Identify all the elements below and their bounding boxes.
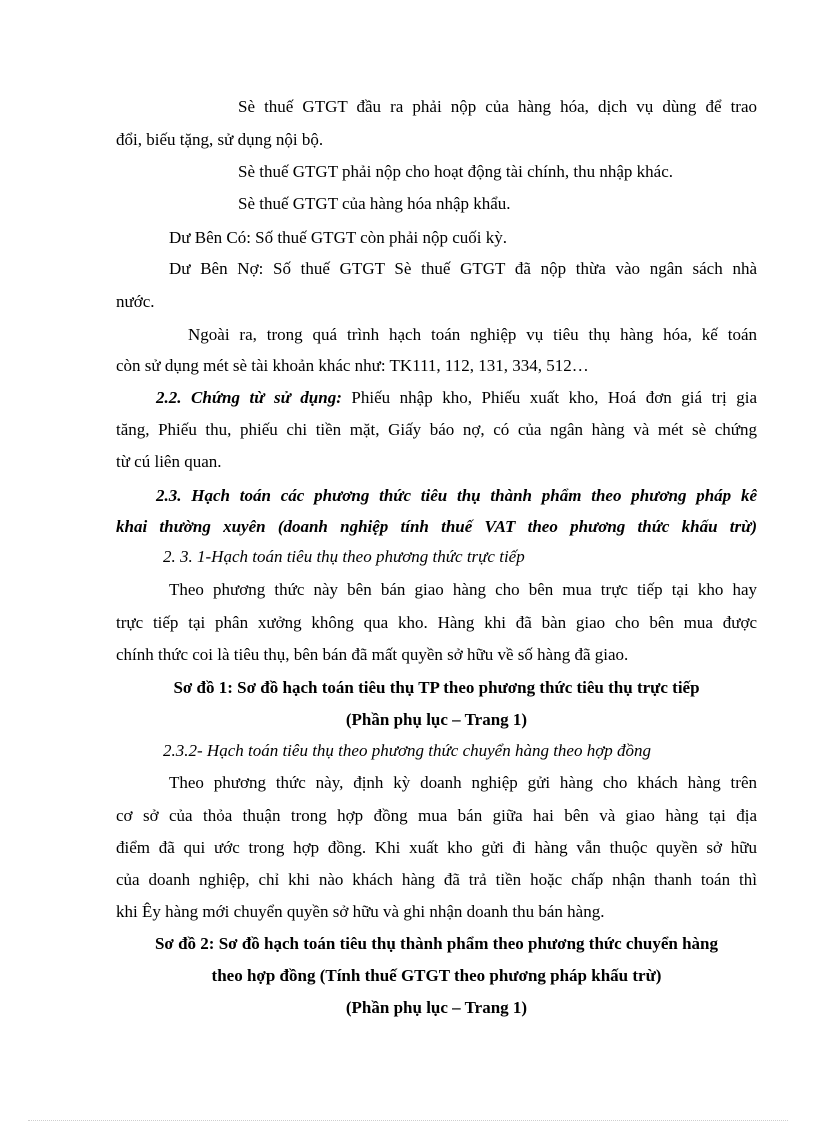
paragraph-line: còn sử dụng mét sè tài khoản khác như: TK111, 112, 131, 334, 512…	[116, 356, 589, 375]
section-heading: khai thường xuyên (doanh nghiệp tính thuế VAT theo phương thức khấu trừ)	[116, 517, 757, 536]
paragraph-line: Sè thuế GTGT đầu ra phải nộp của hàng hóa, dịch vụ dùng để trao	[238, 97, 757, 116]
paragraph-line: từ cú liên quan.	[116, 452, 222, 471]
diagram-caption: Sơ đồ 1: Sơ đồ hạch toán tiêu thụ TP theo phương thức tiêu thụ trực tiếp	[173, 678, 700, 697]
diagram-caption: theo hợp đồng (Tính thuế GTGT theo phương pháp khấu trừ)	[211, 966, 662, 985]
paragraph-line: Ngoài ra, trong quá trình hạch toán nghiệp vụ tiêu thụ hàng hóa, kế toán	[188, 325, 757, 344]
paragraph-line: Dư Bên Nợ: Số thuế GTGT Sè thuế GTGT đã nộp thừa vào ngân sách nhà	[169, 259, 757, 278]
paragraph-line: Dư Bên Có: Số thuế GTGT còn phải nộp cuối kỳ.	[169, 228, 508, 247]
paragraph-line: điểm đã qui ước trong hợp đồng. Khi xuất kho gửi đi hàng vẫn thuộc quyền sở hữu	[116, 838, 757, 857]
section-text: Phiếu nhập kho, Phiếu xuất kho, Hoá đơn giá trị gia	[341, 388, 758, 407]
paragraph-line: nước.	[116, 292, 155, 311]
paragraph-line: chính thức coi là tiêu thụ, bên bán đã mất quyền sở hữu về số hàng đã giao.	[116, 645, 629, 664]
paragraph-line: tăng, Phiếu thu, phiếu chi tiền mặt, Giấy báo nợ, có của ngân hàng và mét sè chứng	[116, 420, 757, 439]
section-2-2-line	[156, 388, 757, 408]
page-footer-rule	[28, 1120, 788, 1121]
diagram-caption: (Phần phụ lục – Trang 1)	[345, 710, 528, 729]
section-heading: 2.2. Chứng từ sử dụng:	[156, 388, 342, 407]
paragraph-line: khi Êy hàng mới chuyển quyền sở hữu và ghi nhận doanh thu bán hàng.	[116, 902, 605, 921]
paragraph-line: trực tiếp tại phân xưởng không qua kho. Hàng khi đã bàn giao cho bên mua được	[116, 613, 757, 632]
paragraph-line: cơ sở của thỏa thuận trong hợp đồng mua bán giữa hai bên và giao hàng tại địa	[116, 806, 757, 825]
paragraph-line: Sè thuế GTGT phải nộp cho hoạt động tài chính, thu nhập khác.	[238, 162, 673, 181]
paragraph-line: Theo phương thức này, định kỳ doanh nghiệp gửi hàng cho khách hàng trên	[169, 773, 757, 792]
subsection-title: 2.3.2- Hạch toán tiêu thụ theo phương thức chuyển hàng theo hợp đồng	[163, 741, 652, 760]
subsection-title: 2. 3. 1-Hạch toán tiêu thụ theo phương thức trực tiếp	[163, 547, 525, 566]
paragraph-line: Theo phương thức này bên bán giao hàng cho bên mua trực tiếp tại kho hay	[169, 580, 757, 599]
diagram-caption: Sơ đồ 2: Sơ đồ hạch toán tiêu thụ thành phẩm theo phương thức chuyển hàng	[154, 934, 719, 953]
paragraph-line: Sè thuế GTGT của hàng hóa nhập khẩu.	[238, 194, 511, 213]
section-heading: 2.3. Hạch toán các phương thức tiêu thụ thành phẩm theo phương pháp kê	[156, 486, 757, 505]
paragraph-line: đổi, biếu tặng, sử dụng nội bộ.	[116, 130, 324, 149]
paragraph-line: của doanh nghiệp, chỉ khi nào khách hàng đã trả tiền hoặc chấp nhận thanh toán thì	[116, 870, 757, 889]
diagram-caption: (Phần phụ lục – Trang 1)	[345, 998, 528, 1017]
